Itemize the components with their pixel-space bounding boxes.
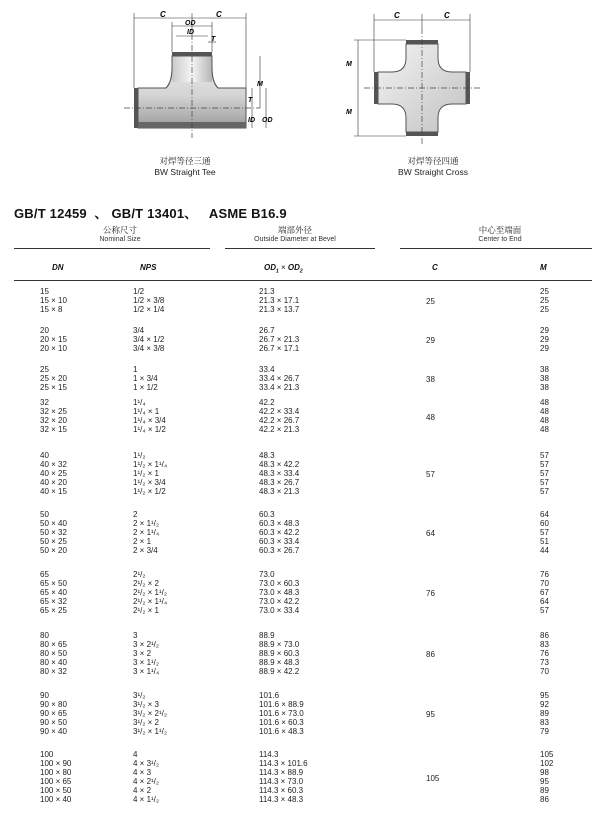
cell-od: 101.6 × 60.3 [259, 718, 304, 727]
tee-label-c2: C [216, 10, 222, 19]
cell-od: 114.3 × 48.3 [259, 795, 304, 804]
cell-c: 57 [426, 470, 435, 479]
cell-dn: 50 × 40 [40, 519, 67, 528]
cell-dn: 40 × 15 [40, 487, 67, 496]
cell-nps: 4 × 3¹/₂ [133, 759, 160, 768]
cell-m: 57 [540, 451, 549, 460]
cell-m: 64 [540, 510, 549, 519]
cell-nps: 1¹/₂ × 1/2 [133, 487, 166, 496]
cell-m: 98 [540, 768, 549, 777]
cell-od: 60.3 × 33.4 [259, 537, 300, 546]
cell-od: 33.4 [259, 365, 275, 374]
cell-nps: 3 × 1¹/₂ [133, 658, 160, 667]
cell-od: 114.3 [259, 750, 279, 759]
cell-od: 60.3 [259, 510, 275, 519]
cell-m: 89 [540, 709, 549, 718]
cross-caption-en: BW Straight Cross [398, 167, 468, 177]
cell-m: 70 [540, 579, 549, 588]
cell-dn: 15 × 8 [40, 305, 63, 314]
cell-dn: 15 [40, 287, 49, 296]
cell-od: 114.3 × 88.9 [259, 768, 304, 777]
cell-dn: 100 [40, 750, 54, 759]
cell-m: 86 [540, 631, 549, 640]
cell-dn: 90 × 65 [40, 709, 67, 718]
cell-nps: 2 × 1¹/₂ [133, 519, 160, 528]
cell-dn: 15 × 10 [40, 296, 67, 305]
cell-dn: 90 × 50 [40, 718, 67, 727]
header-od-cn: 端部外径 [277, 225, 312, 235]
col-od1: OD [264, 263, 276, 272]
col-od-x: × [281, 263, 286, 272]
cell-m: 86 [540, 795, 549, 804]
cell-od: 42.2 × 26.7 [259, 416, 300, 425]
tee-label-t-side: T [248, 97, 253, 104]
cell-nps: 3¹/₂ × 2 [133, 718, 160, 727]
cell-dn: 50 × 25 [40, 537, 67, 546]
cell-nps: 3 × 2¹/₂ [133, 640, 160, 649]
cell-od: 48.3 × 42.2 [259, 460, 300, 469]
cell-nps: 1¹/₂ × 3/4 [133, 478, 166, 487]
cell-c: 48 [426, 413, 435, 422]
cell-m: 92 [540, 700, 549, 709]
cell-dn: 32 [40, 398, 49, 407]
cell-m: 95 [540, 777, 549, 786]
cell-od: 114.3 × 60.3 [259, 786, 304, 795]
cell-nps: 1 × 3/4 [133, 374, 158, 383]
cell-dn: 65 [40, 570, 49, 579]
cell-nps: 2¹/₂ [133, 570, 146, 579]
cell-dn: 50 [40, 510, 49, 519]
cell-m: 29 [540, 335, 549, 344]
cell-dn: 100 × 65 [40, 777, 72, 786]
cell-m: 48 [540, 407, 549, 416]
cell-dn: 100 × 40 [40, 795, 72, 804]
cell-nps: 1¹/₂ × 1¹/₄ [133, 460, 168, 469]
cell-od: 101.6 × 73.0 [259, 709, 304, 718]
cell-m: 102 [540, 759, 554, 768]
cell-m: 57 [540, 460, 549, 469]
header-center-cn: 中心至端面 [478, 225, 522, 235]
cell-dn: 65 × 25 [40, 606, 67, 615]
cell-dn: 50 × 32 [40, 528, 67, 537]
cell-od: 21.3 × 13.7 [259, 305, 300, 314]
cell-dn: 40 × 20 [40, 478, 67, 487]
tee-caption [120, 156, 250, 178]
col-nps: NPS [140, 263, 157, 272]
cell-od: 60.3 × 26.7 [259, 546, 300, 555]
cell-nps: 2 × 1¹/₄ [133, 528, 160, 537]
cell-nps: 3/4 × 1/2 [133, 335, 165, 344]
cell-od: 73.0 × 60.3 [259, 579, 300, 588]
cell-dn: 90 × 80 [40, 700, 67, 709]
cell-dn: 25 × 15 [40, 383, 67, 392]
cross-caption [368, 156, 498, 178]
cell-m: 57 [540, 469, 549, 478]
cell-od: 48.3 [259, 451, 275, 460]
cell-m: 70 [540, 667, 549, 676]
cell-nps: 1¹/₄ × 1 [133, 407, 160, 416]
tee-caption-en: BW Straight Tee [154, 167, 216, 177]
cell-od: 88.9 × 60.3 [259, 649, 300, 658]
tee-caption-cn: 对焊等径三通 [159, 156, 211, 166]
cell-dn: 50 × 20 [40, 546, 67, 555]
cross-label-m: M [346, 61, 352, 68]
cell-od: 60.3 × 48.3 [259, 519, 300, 528]
cell-nps: 1 [133, 365, 138, 374]
cell-nps: 2¹/₂ × 1¹/₄ [133, 597, 168, 606]
cell-dn: 40 × 32 [40, 460, 67, 469]
cell-nps: 3¹/₂ × 1¹/₂ [133, 727, 167, 736]
cell-od: 21.3 × 17.1 [259, 296, 300, 305]
cell-od: 73.0 [259, 570, 275, 579]
cell-m: 38 [540, 365, 549, 374]
col-c: C [432, 263, 438, 272]
cell-m: 51 [540, 537, 549, 546]
cell-od: 88.9 × 42.2 [259, 667, 300, 676]
header-od-en: Outside Diameter at Bevel [254, 236, 336, 243]
cell-m: 25 [540, 287, 549, 296]
cell-od: 33.4 × 26.7 [259, 374, 300, 383]
cell-dn: 20 × 15 [40, 335, 67, 344]
header-nominal-cn: 公称尺寸 [102, 225, 137, 235]
cell-dn: 80 × 40 [40, 658, 67, 667]
cell-dn: 100 × 50 [40, 786, 72, 795]
cell-od: 101.6 × 48.3 [259, 727, 304, 736]
tee-label-od-side: OD [262, 117, 273, 124]
cell-nps: 1/2 × 1/4 [133, 305, 165, 314]
cell-nps: 3¹/₂ [133, 691, 146, 700]
cell-c: 95 [426, 710, 435, 719]
cross-label-m2: M [346, 109, 352, 116]
cell-dn: 90 × 40 [40, 727, 67, 736]
cell-c: 38 [426, 375, 435, 384]
cell-dn: 20 × 10 [40, 344, 67, 353]
cell-m: 57 [540, 606, 549, 615]
cell-od: 26.7 × 21.3 [259, 335, 300, 344]
cell-m: 29 [540, 326, 549, 335]
cell-m: 76 [540, 649, 549, 658]
header-rule-od [225, 248, 375, 249]
cell-nps: 2¹/₂ × 1¹/₂ [133, 588, 167, 597]
cell-od: 33.4 × 21.3 [259, 383, 300, 392]
tee-drawing [120, 10, 280, 150]
tee-label-t: T [211, 36, 216, 43]
cell-nps: 1/2 [133, 287, 145, 296]
cell-m: 95 [540, 691, 549, 700]
cell-od: 88.9 × 73.0 [259, 640, 300, 649]
standard-title: GB/T 12459 、 GB/T 13401、 ASME B16.9 [14, 206, 287, 221]
cell-m: 76 [540, 570, 549, 579]
cell-nps: 1 × 1/2 [133, 383, 158, 392]
cell-od: 60.3 × 42.2 [259, 528, 300, 537]
cell-od: 73.0 × 48.3 [259, 588, 300, 597]
header-od [220, 225, 370, 245]
cell-od: 42.2 × 21.3 [259, 425, 300, 434]
cell-m: 25 [540, 305, 549, 314]
cell-c: 29 [426, 336, 435, 345]
cell-od: 42.2 × 33.4 [259, 407, 300, 416]
cell-nps: 3¹/₂ × 3 [133, 700, 160, 709]
header-nominal-size [60, 225, 180, 245]
cell-m: 29 [540, 344, 549, 353]
cell-od: 88.9 × 48.3 [259, 658, 300, 667]
header-rule-center [400, 248, 592, 249]
cell-m: 57 [540, 478, 549, 487]
cell-m: 48 [540, 425, 549, 434]
cell-dn: 100 × 80 [40, 768, 72, 777]
header-nominal-en: Nominal Size [99, 236, 141, 243]
column-head-rule [14, 280, 592, 281]
cell-m: 83 [540, 718, 549, 727]
cell-dn: 25 [40, 365, 49, 374]
cell-c: 105 [426, 774, 440, 783]
col-od2-sub: 2 [299, 268, 303, 275]
cell-od: 73.0 × 33.4 [259, 606, 300, 615]
cell-c: 86 [426, 650, 435, 659]
cell-od: 101.6 × 88.9 [259, 700, 304, 709]
cell-m: 64 [540, 597, 549, 606]
tee-label-m: M [257, 81, 263, 88]
cell-nps: 1¹/₄ × 1/2 [133, 425, 166, 434]
cell-m: 73 [540, 658, 549, 667]
cell-od: 88.9 [259, 631, 275, 640]
cell-dn: 32 × 25 [40, 407, 67, 416]
tee-label-id: ID [187, 29, 194, 36]
cell-m: 48 [540, 398, 549, 407]
cell-dn: 65 × 50 [40, 579, 67, 588]
cell-od: 48.3 × 26.7 [259, 478, 300, 487]
cell-dn: 40 [40, 451, 49, 460]
cell-m: 83 [540, 640, 549, 649]
cell-od: 48.3 × 21.3 [259, 487, 300, 496]
cell-m: 25 [540, 296, 549, 305]
cell-nps: 1/2 × 3/8 [133, 296, 165, 305]
cell-od: 73.0 × 42.2 [259, 597, 300, 606]
cell-m: 89 [540, 786, 549, 795]
cell-nps: 1¹/₂ [133, 451, 146, 460]
cell-dn: 80 × 50 [40, 649, 67, 658]
cell-nps: 2 × 1 [133, 537, 152, 546]
cell-od: 101.6 [259, 691, 280, 700]
cross-drawing [336, 10, 496, 155]
cross-label-c2: C [444, 11, 450, 20]
header-center-to-end [430, 225, 570, 245]
cell-m: 79 [540, 727, 549, 736]
col-m: M [540, 263, 547, 272]
cell-c: 64 [426, 529, 435, 538]
cell-nps: 4 × 2¹/₂ [133, 777, 160, 786]
cell-nps: 1¹/₄ [133, 398, 146, 407]
header-rule-nominal [14, 248, 210, 249]
cell-m: 57 [540, 487, 549, 496]
cell-dn: 32 × 20 [40, 416, 67, 425]
cell-m: 60 [540, 519, 549, 528]
cell-od: 48.3 × 33.4 [259, 469, 300, 478]
tee-label-id-side: ID [248, 117, 255, 124]
cell-dn: 40 × 25 [40, 469, 67, 478]
cell-nps: 3¹/₂ × 2¹/₂ [133, 709, 167, 718]
cell-m: 38 [540, 383, 549, 392]
cell-od: 114.3 × 101.6 [259, 759, 308, 768]
cell-nps: 3 × 2 [133, 649, 152, 658]
header-center-en: Center to End [478, 236, 522, 243]
cell-dn: 65 × 40 [40, 588, 67, 597]
cell-c: 76 [426, 589, 435, 598]
cell-nps: 3 × 1¹/₄ [133, 667, 160, 676]
cell-od: 26.7 × 17.1 [259, 344, 300, 353]
cell-nps: 1¹/₄ × 3/4 [133, 416, 166, 425]
cell-m: 57 [540, 528, 549, 537]
tee-label-od: OD [185, 20, 196, 27]
cell-dn: 80 × 65 [40, 640, 67, 649]
cell-nps: 2¹/₂ × 2 [133, 579, 160, 588]
cell-dn: 100 × 90 [40, 759, 72, 768]
cell-m: 67 [540, 588, 549, 597]
cell-od: 26.7 [259, 326, 275, 335]
cell-nps: 3/4 × 3/8 [133, 344, 165, 353]
cell-dn: 80 × 32 [40, 667, 67, 676]
col-dn: DN [52, 263, 64, 272]
col-od2: OD [287, 263, 300, 272]
cell-nps: 4 [133, 750, 138, 759]
cell-dn: 25 × 20 [40, 374, 67, 383]
cell-od: 114.3 × 73.0 [259, 777, 304, 786]
cell-m: 105 [540, 750, 554, 759]
cell-dn: 20 [40, 326, 49, 335]
cell-nps: 3 [133, 631, 138, 640]
cross-caption-cn: 对焊等径四通 [407, 156, 459, 166]
col-od1-sub: 1 [276, 268, 279, 275]
cell-m: 48 [540, 416, 549, 425]
cell-od: 42.2 [259, 398, 275, 407]
cell-nps: 1¹/₂ × 1 [133, 469, 160, 478]
cell-dn: 65 × 32 [40, 597, 67, 606]
cell-nps: 4 × 2 [133, 786, 152, 795]
cross-label-c: C [394, 11, 400, 20]
cell-nps: 4 × 1¹/₂ [133, 795, 160, 804]
cell-dn: 32 × 15 [40, 425, 67, 434]
cell-c: 25 [426, 297, 435, 306]
cell-dn: 90 [40, 691, 49, 700]
cell-nps: 2¹/₂ × 1 [133, 606, 160, 615]
cell-m: 44 [540, 546, 549, 555]
cell-od: 21.3 [259, 287, 275, 296]
cell-nps: 3/4 [133, 326, 145, 335]
cell-nps: 4 × 3 [133, 768, 152, 777]
cell-m: 38 [540, 374, 549, 383]
col-od [264, 263, 303, 275]
tee-label-c: C [160, 10, 166, 19]
cell-dn: 80 [40, 631, 49, 640]
cell-nps: 2 [133, 510, 138, 519]
cell-nps: 2 × 3/4 [133, 546, 158, 555]
